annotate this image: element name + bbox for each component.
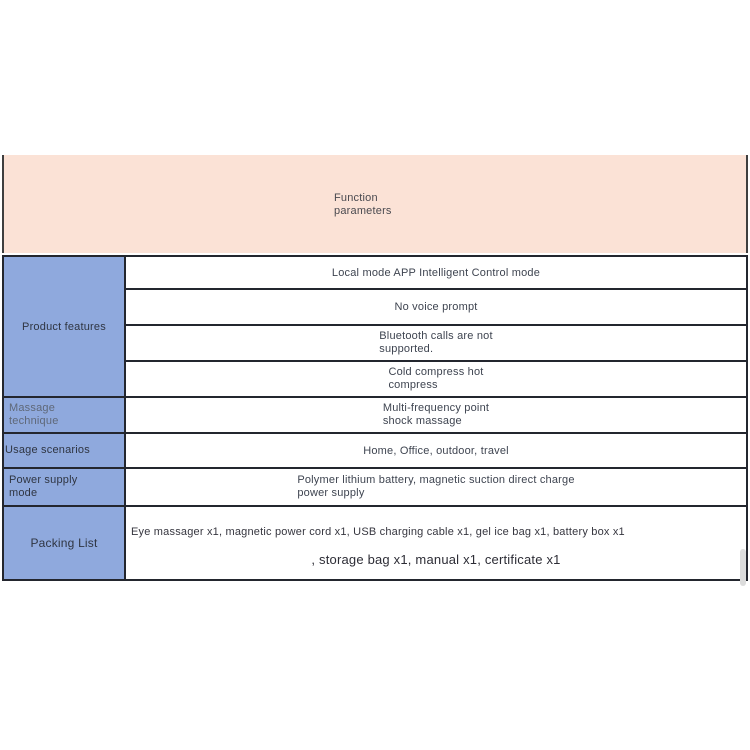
label-product-features-text: Product features [22,320,106,333]
function-parameters-band [2,155,748,253]
label-power-supply [3,468,125,506]
cell-compress [125,361,747,397]
label-packing-list [3,506,125,580]
table-row [3,256,747,289]
band-title [334,192,392,218]
compress-line2: compress [388,379,438,391]
massage-line1: Multi-frequency point [382,402,490,414]
cell-voice-prompt-text: No voice prompt [394,301,478,313]
power-line1: Polymer lithium battery, magnetic suction direct charge [297,474,575,486]
cell-massage [125,397,747,433]
band-title-line1: Function [334,192,378,204]
cell-bluetooth [125,325,747,361]
cell-massage-text [383,402,489,428]
cell-control-mode-text: Local mode APP Intelligent Control mode [331,266,541,279]
table-row [3,506,747,580]
cell-compress-text [388,366,483,392]
compress-line1: Cold compress hot [388,366,484,378]
label-usage-scenarios [3,433,125,468]
label-power-line1: Power supply [9,474,78,486]
cell-packing [125,506,747,580]
cell-bluetooth-text [379,330,492,356]
label-massage-line1: Massage [9,402,56,414]
cell-control-mode [125,256,747,289]
label-power-line2: mode [9,487,38,499]
scrollbar-thumb [740,549,746,586]
cell-usage [125,433,747,468]
massage-line2: shock massage [382,415,462,427]
cell-usage-text: Home, Office, outdoor, travel [363,444,509,457]
bluetooth-line1: Bluetooth calls are not [379,330,493,342]
packing-line2: , storage bag x1, manual x1, certificate x1 [311,551,561,567]
cell-power-text [297,474,574,500]
table-row [3,468,747,506]
label-massage-line2: technique [9,415,59,427]
band-title-line2: parameters [334,205,392,217]
table-row [3,397,747,433]
spec-table [2,255,748,581]
label-packing-text: Packing List [30,536,98,550]
packing-line1: Eye massager x1, magnetic power cord x1, USB charging cable x1, gel ice bag x1, battery box x1 [131,525,625,538]
label-massage-technique [3,397,125,433]
cell-power [125,468,747,506]
label-product-features [3,256,125,397]
table-row [3,433,747,468]
bluetooth-line2: supported. [379,343,434,355]
power-line2: power supply [297,487,365,499]
cell-voice-prompt [125,289,747,325]
label-usage-text: Usage scenarios [5,444,90,456]
